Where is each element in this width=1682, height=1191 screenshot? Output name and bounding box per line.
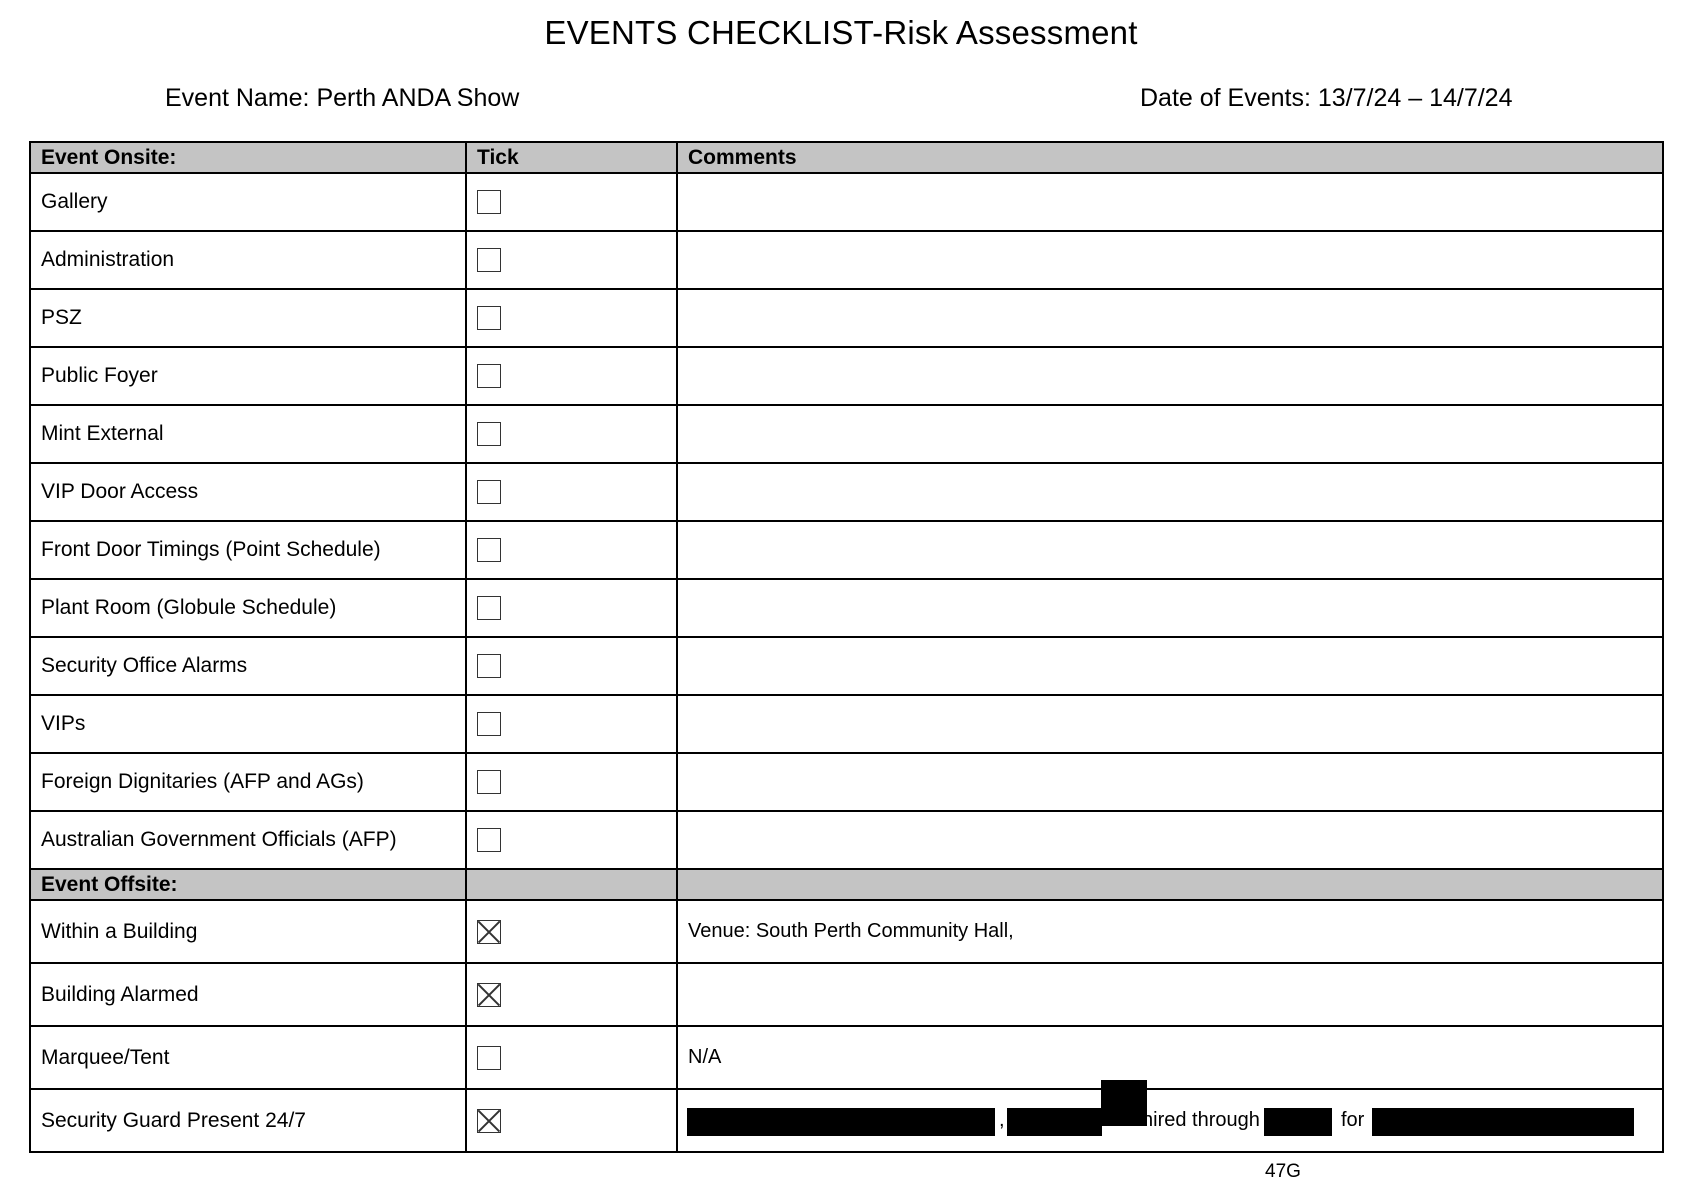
comment-cell [677, 405, 1663, 463]
table-row [30, 289, 1663, 347]
comment-cell [677, 289, 1663, 347]
row-label: Mint External [30, 405, 466, 463]
tick-cell [466, 963, 677, 1026]
table-row [30, 579, 1663, 637]
comment-cell [677, 463, 1663, 521]
tick-cell [466, 231, 677, 289]
tick-cell [466, 1026, 677, 1089]
unchecked-checkbox[interactable] [477, 248, 501, 272]
table-row [30, 173, 1663, 231]
row-label: VIP Door Access [30, 463, 466, 521]
tick-cell [466, 900, 677, 963]
tick-cell [466, 347, 677, 405]
unchecked-checkbox[interactable] [477, 364, 501, 388]
row-label: Plant Room (Globule Schedule) [30, 579, 466, 637]
checklist-table [29, 141, 1664, 1153]
comment-cell [677, 173, 1663, 231]
comment-cell [677, 753, 1663, 811]
tick-cell [466, 811, 677, 869]
table-row [30, 347, 1663, 405]
row-label: VIPs [30, 695, 466, 753]
tick-cell [466, 579, 677, 637]
redacted-hired-through: hired through [1142, 1108, 1260, 1131]
event-dates: Date of Events: 13/7/24 – 14/7/24 [1140, 84, 1513, 112]
row-label: Administration [30, 231, 466, 289]
comment-cell: Venue: South Perth Community Hall, [677, 900, 1663, 963]
tick-cell [466, 521, 677, 579]
header-event-offsite: Event Offsite: [30, 869, 466, 900]
table-row [30, 811, 1663, 869]
comment-cell [677, 347, 1663, 405]
comment-cell: N/A [677, 1026, 1663, 1089]
row-label: Within a Building [30, 900, 466, 963]
header-offsite-comments [677, 869, 1663, 900]
tick-cell [466, 1089, 677, 1152]
unchecked-checkbox[interactable] [477, 190, 501, 214]
table-row [30, 900, 1663, 963]
checked-checkbox[interactable] [477, 920, 501, 944]
row-label: Security Office Alarms [30, 637, 466, 695]
unchecked-checkbox[interactable] [477, 538, 501, 562]
row-label: Front Door Timings (Point Schedule) [30, 521, 466, 579]
header-comments: Comments [677, 142, 1663, 173]
unchecked-checkbox[interactable] [477, 712, 501, 736]
table-row [30, 1026, 1663, 1089]
table-row [30, 405, 1663, 463]
tick-cell [466, 173, 677, 231]
row-label: Security Guard Present 24/7 [30, 1089, 466, 1152]
comment-cell [677, 579, 1663, 637]
unchecked-checkbox[interactable] [477, 306, 501, 330]
tick-cell [466, 405, 677, 463]
redaction-block [1101, 1080, 1147, 1126]
redaction-block [1264, 1108, 1332, 1136]
unchecked-checkbox[interactable] [477, 596, 501, 620]
row-label: Australian Government Officials (AFP) [30, 811, 466, 869]
checked-checkbox[interactable] [477, 983, 501, 1007]
table-row [30, 753, 1663, 811]
table-row [30, 521, 1663, 579]
redaction-block [1372, 1108, 1634, 1136]
table-row [30, 963, 1663, 1026]
comment-cell [677, 695, 1663, 753]
redacted-for: for [1341, 1108, 1365, 1131]
comment-cell [677, 637, 1663, 695]
header-offsite-tick [466, 869, 677, 900]
redacted-comment [684, 1094, 1656, 1148]
table-row [30, 231, 1663, 289]
checked-checkbox[interactable] [477, 1109, 501, 1133]
redaction-block [1007, 1108, 1102, 1136]
comment-cell [677, 521, 1663, 579]
header-event-onsite: Event Onsite: [30, 142, 466, 173]
document-title: EVENTS CHECKLIST-Risk Assessment [544, 14, 1138, 51]
comment-cell [677, 1089, 1663, 1152]
row-label: PSZ [30, 289, 466, 347]
comment-cell [677, 811, 1663, 869]
page-footer-code: 47G [1265, 1161, 1301, 1182]
table-row [30, 695, 1663, 753]
onsite-header-row [30, 142, 1663, 173]
offsite-header-row [30, 869, 1663, 900]
redaction-block [687, 1108, 995, 1136]
unchecked-checkbox[interactable] [477, 770, 501, 794]
row-label: Foreign Dignitaries (AFP and AGs) [30, 753, 466, 811]
unchecked-checkbox[interactable] [477, 828, 501, 852]
tick-cell [466, 289, 677, 347]
comment-cell [677, 963, 1663, 1026]
row-label: Gallery [30, 173, 466, 231]
unchecked-checkbox[interactable] [477, 480, 501, 504]
table-row [30, 463, 1663, 521]
unchecked-checkbox[interactable] [477, 1046, 501, 1070]
tick-cell [466, 695, 677, 753]
header-tick: Tick [466, 142, 677, 173]
row-label: Marquee/Tent [30, 1026, 466, 1089]
tick-cell [466, 753, 677, 811]
table-row [30, 1089, 1663, 1152]
unchecked-checkbox[interactable] [477, 654, 501, 678]
tick-cell [466, 463, 677, 521]
row-label: Building Alarmed [30, 963, 466, 1026]
tick-cell [466, 637, 677, 695]
unchecked-checkbox[interactable] [477, 422, 501, 446]
comment-cell [677, 231, 1663, 289]
redacted-comma: , [999, 1108, 1005, 1131]
table-row [30, 637, 1663, 695]
event-name: Event Name: Perth ANDA Show [165, 84, 520, 112]
row-label: Public Foyer [30, 347, 466, 405]
